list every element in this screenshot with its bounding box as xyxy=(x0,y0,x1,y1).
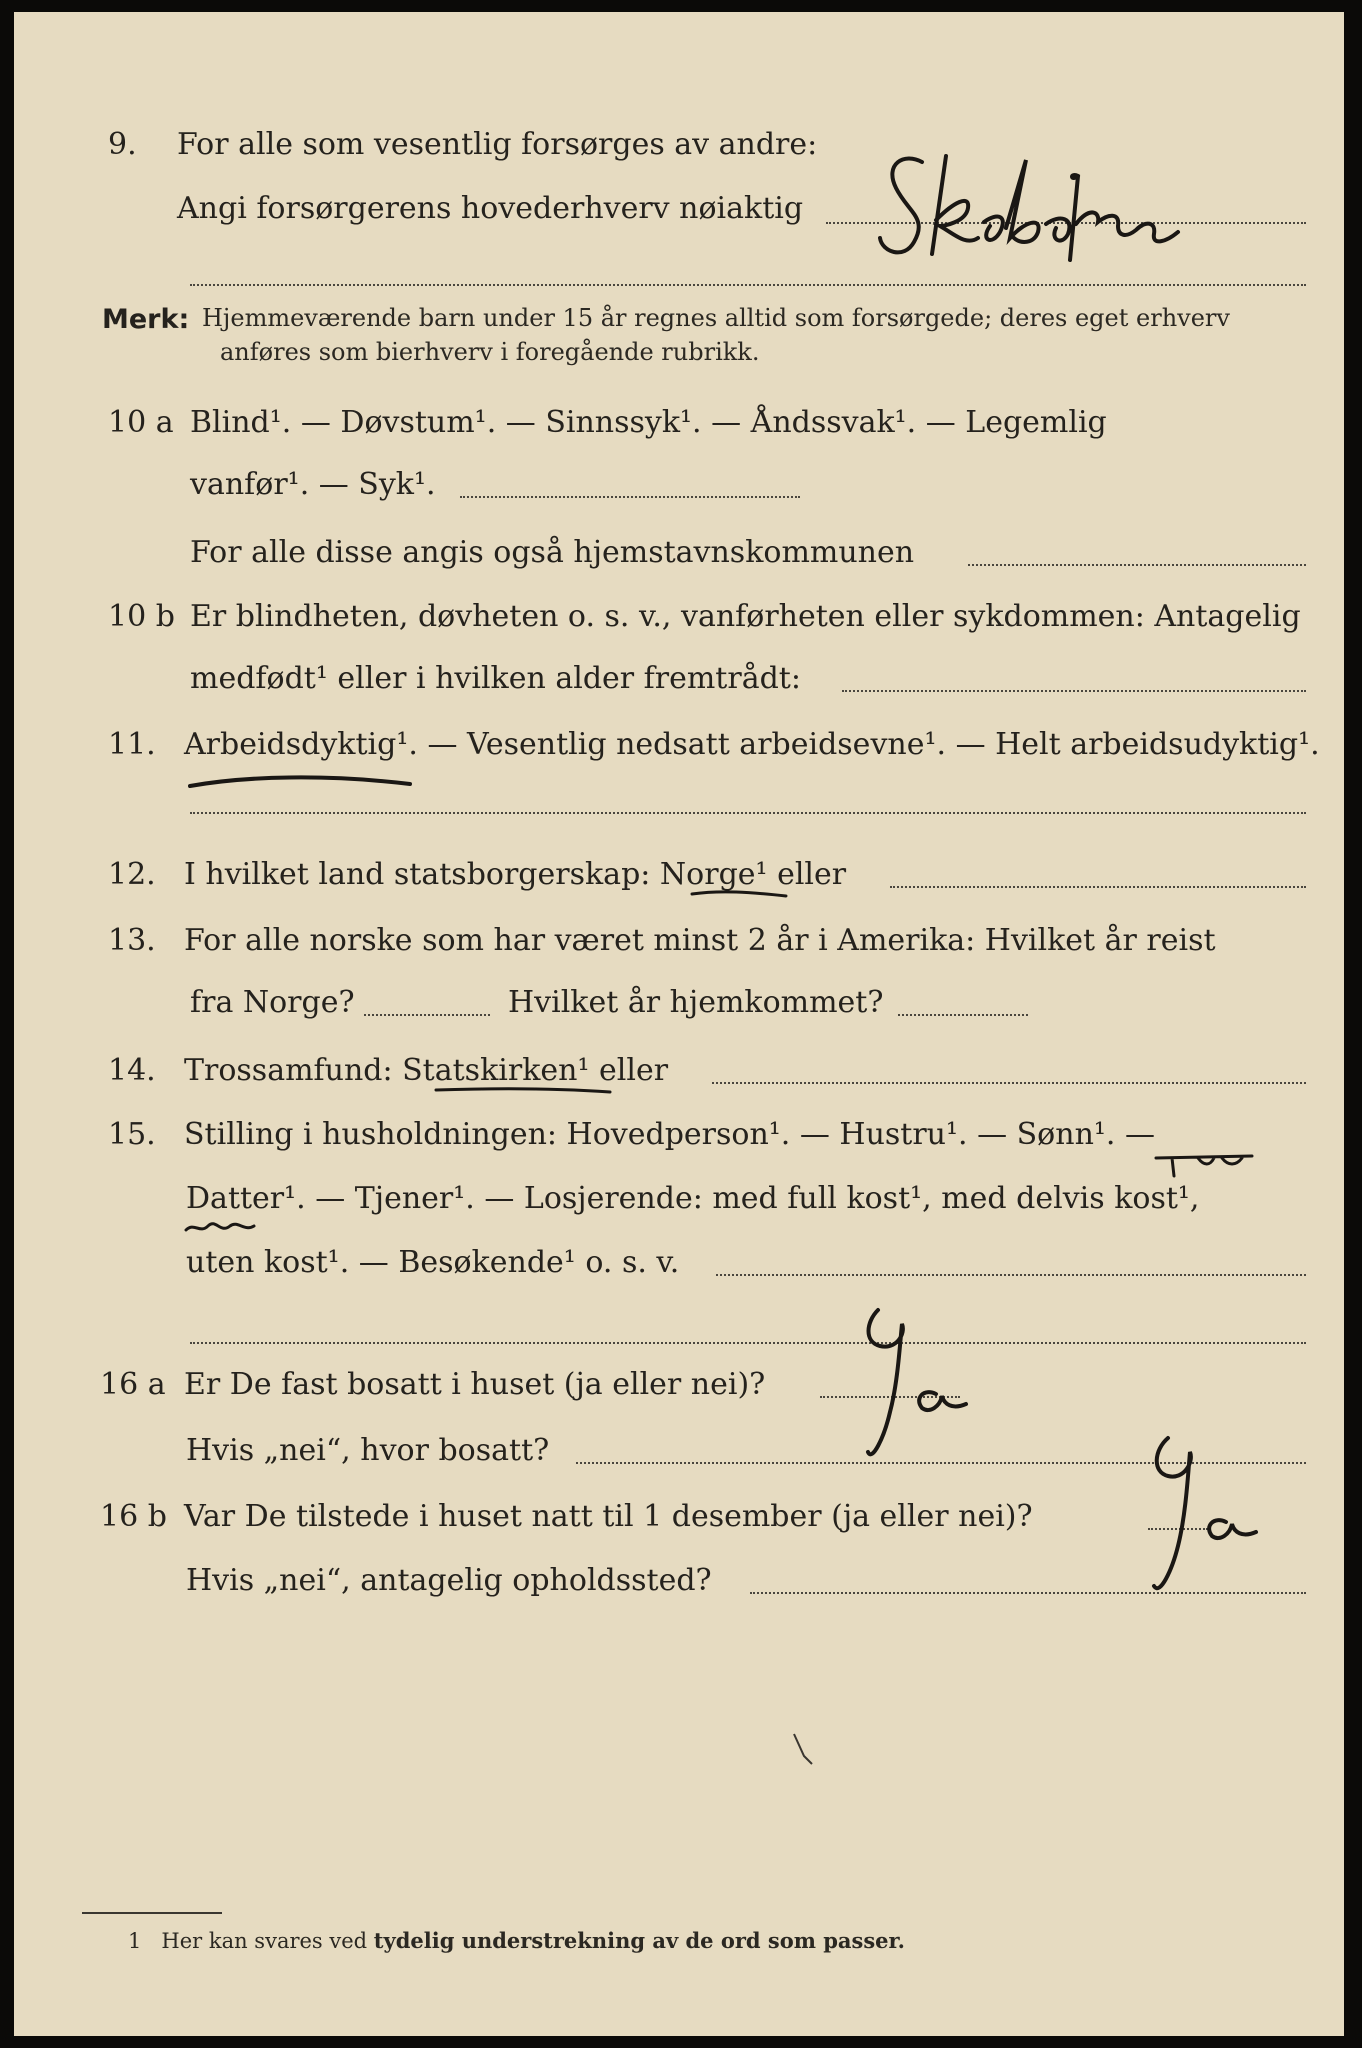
q9-question: For alle som vesentlig forsørges av andre: xyxy=(177,127,818,162)
q16b-question: Var De tilstede i huset natt til 1 desember (ja eller nei)? xyxy=(184,1499,1033,1534)
q16b-answer-line xyxy=(1148,1528,1208,1530)
merk-note-line2: anføres som bierhverv i foregående rubrikk. xyxy=(220,338,760,366)
q9-extra-line xyxy=(190,284,1306,286)
q12-number: 12. xyxy=(108,857,156,892)
merk-label: Merk: xyxy=(102,304,190,335)
q16b-number: 16 b xyxy=(100,1499,167,1534)
q15-answer-line xyxy=(716,1274,1306,1276)
footnote-emphasis: tydelig understrekning av de ord som passer. xyxy=(373,1928,905,1953)
q16b-followup-line xyxy=(750,1592,1306,1594)
q10a-number: 10 a xyxy=(108,405,174,440)
q10b-number: 10 b xyxy=(108,599,175,634)
q15-sonn-strike-mark xyxy=(1152,1150,1262,1180)
q13-return-line xyxy=(898,1014,1028,1016)
q10a-hjemstavn: For alle disse angis også hjemstavnskommunen xyxy=(190,535,915,570)
q16a-question: Er De fast bosatt i huset (ja eller nei)? xyxy=(184,1367,766,1402)
q10b-question: Er blindheten, døvheten o. s. v., vanførheten eller sykdommen: Antagelig xyxy=(190,599,1301,634)
q13-departure-label: fra Norge? xyxy=(190,985,355,1020)
q12-answer-line xyxy=(890,886,1306,888)
q10a-options-cont: vanfør¹. — Syk¹. xyxy=(190,467,436,502)
q13-departure-line xyxy=(364,1014,490,1016)
q13-question: For alle norske som har været minst 2 år i Amerika: Hvilket år reist xyxy=(184,923,1216,958)
q16b-handwritten-answer xyxy=(1124,1430,1264,1600)
q16a-number: 16 a xyxy=(100,1367,166,1402)
q11-extra-line xyxy=(190,812,1306,814)
pencil-mark xyxy=(790,1730,820,1770)
q15-extra-line xyxy=(190,1342,1306,1344)
footnote-rule xyxy=(82,1912,222,1914)
q13-return-label: Hvilket år hjemkommet? xyxy=(508,985,884,1020)
q9-handwritten-answer xyxy=(874,142,1254,272)
q10b-answer-line xyxy=(842,690,1306,692)
footnote-text: Her kan svares ved xyxy=(161,1929,374,1953)
q15-options-cont2: uten kost¹. — Besøkende¹ o. s. v. xyxy=(186,1245,680,1280)
q15-datter-underline-mark xyxy=(184,1220,264,1236)
q16a-answer-line xyxy=(820,1396,960,1398)
q9-number: 9. xyxy=(108,127,137,162)
census-form-page xyxy=(14,12,1344,2036)
q11-options: Arbeidsdyktig¹. — Vesentlig nedsatt arbeidsevne¹. — Helt arbeidsudyktig¹. xyxy=(184,727,1320,762)
q10b-question-cont: medfødt¹ eller i hvilken alder fremtrådt: xyxy=(190,661,801,696)
q11-underline-mark xyxy=(186,772,416,796)
q15-number: 15. xyxy=(108,1117,156,1152)
q9-subquestion: Angi forsørgerens hovederhverv nøiaktig xyxy=(177,191,804,226)
q15-options-cont: Datter¹. — Tjener¹. — Losjerende: med full kost¹, med delvis kost¹, xyxy=(186,1181,1200,1216)
merk-note-line1: Hjemmeværende barn under 15 år regnes alltid som forsørgede; deres eget erhverv xyxy=(202,304,1230,332)
q16a-handwritten-answer xyxy=(844,1302,984,1462)
q10a-answer-line xyxy=(460,496,800,498)
q16a-followup: Hvis „nei“, hvor bosatt? xyxy=(186,1433,550,1468)
q10a-options: Blind¹. — Døvstum¹. — Sinnssyk¹. — Åndssvak¹. — Legemlig xyxy=(190,405,1107,440)
q16a-followup-line xyxy=(576,1462,1306,1464)
q14-number: 14. xyxy=(108,1053,156,1088)
q11-number: 11. xyxy=(108,727,156,762)
q15-options: Stilling i husholdningen: Hovedperson¹. — Hustru¹. — Sønn¹. — xyxy=(184,1117,1155,1152)
q10a-hjemstavn-line xyxy=(968,564,1306,566)
footnote xyxy=(128,1928,905,1953)
footnote-mark: 1 xyxy=(128,1929,142,1953)
q9-answer-line xyxy=(826,222,1306,224)
q14-question: Trossamfund: Statskirken¹ eller xyxy=(184,1053,669,1088)
q14-answer-line xyxy=(712,1082,1306,1084)
q13-number: 13. xyxy=(108,923,156,958)
q16b-followup: Hvis „nei“, antagelig opholdssted? xyxy=(186,1563,712,1598)
q12-question: I hvilket land statsborgerskap: Norge¹ eller xyxy=(184,857,847,892)
